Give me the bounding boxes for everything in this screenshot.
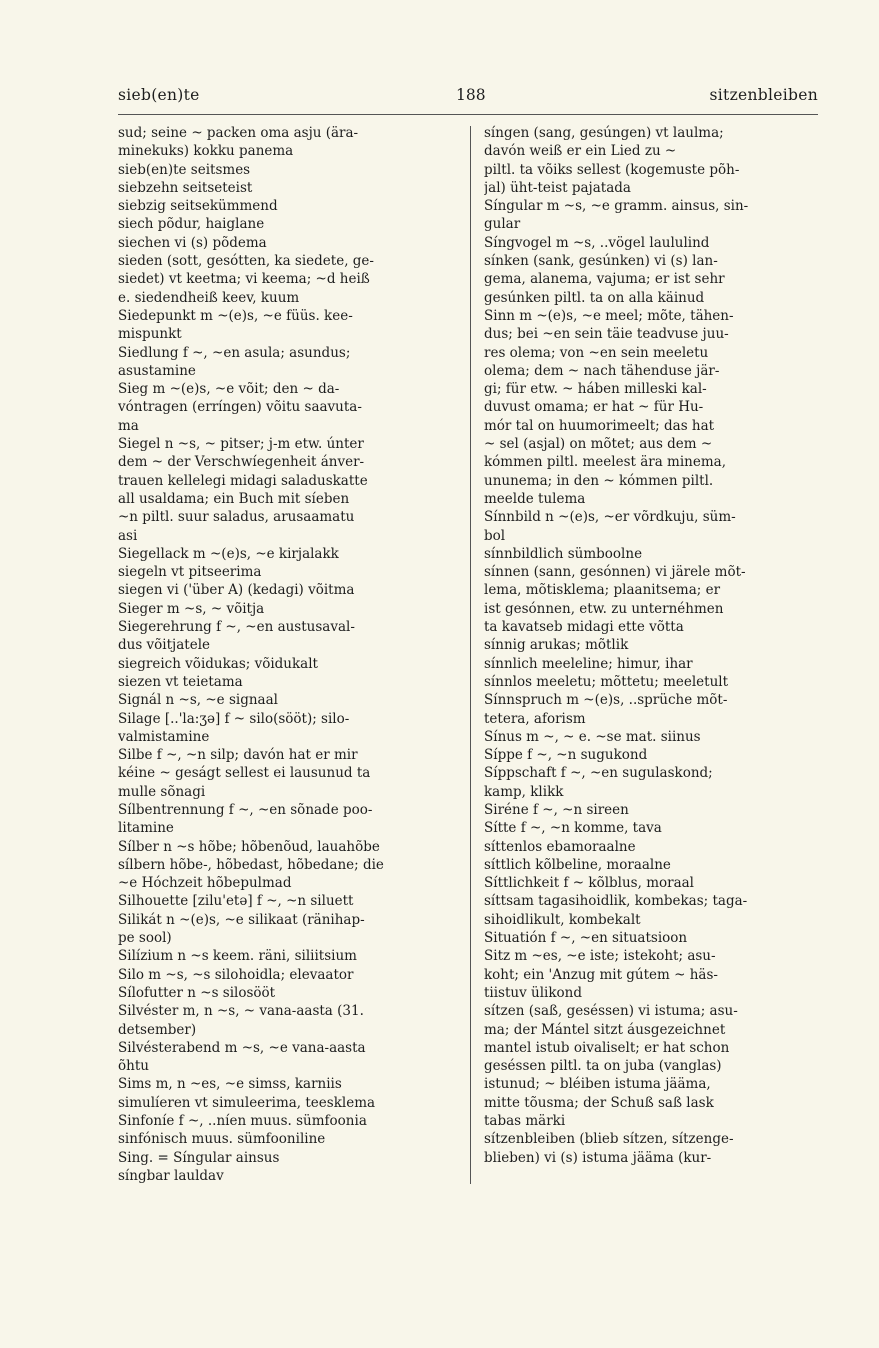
entry-line: siegeln vt pitseerima <box>118 564 262 581</box>
entry-line: meelde tulema <box>484 490 586 507</box>
entry-line: simulíeren vt simuleerima, teesklema <box>118 1094 376 1111</box>
entry-line: mitte tõusma; der Schuß saß lask <box>484 1094 714 1111</box>
entry-line: Síppschaft f ~, ~en sugulaskond; <box>484 765 713 782</box>
entry-line: Síppe f ~, ~n sugukond <box>484 747 648 764</box>
entry-line: kéine ~ geságt sellest ei lausunud ta <box>118 765 371 782</box>
running-header <box>118 84 818 115</box>
entry-line: ~e Hóchzeit hõbepulmad <box>118 875 292 892</box>
entry-line: Sínnspruch m ~(e)s, ..sprüche mõt- <box>484 692 728 709</box>
entry-line: Sílbentrennung f ~, ~en sõnade poo- <box>118 801 373 818</box>
entry-line: lema, mõtisklema; plaanitsema; er <box>484 582 721 599</box>
entry-line: siegreich võidukas; võidukalt <box>118 655 318 672</box>
entry-line: mantel istub oivaliselt; er hat schon <box>484 1039 730 1056</box>
left-column <box>118 124 458 1185</box>
entry-line: sínnen (sann, gesónnen) vi järele mõt- <box>484 564 746 581</box>
entry-line: Sínnbild n ~(e)s, ~er võrdkuju, süm- <box>484 509 736 526</box>
entry-line: all usaldama; ein Buch mit síeben <box>118 490 350 507</box>
entry-line: Siedepunkt m ~(e)s, ~e füüs. kee- <box>118 307 353 324</box>
entry-line: Sítte f ~, ~n komme, tava <box>484 820 662 837</box>
entry-line: tabas märki <box>484 1113 566 1130</box>
entry-line: e. siedendheiß keev, kuum <box>118 289 300 306</box>
entry-line: sieb(en)te seitsmes <box>118 161 251 178</box>
entry-line: duvust omama; er hat ~ für Hu- <box>484 399 704 416</box>
entry-line: Silo m ~s, ~s silohoidla; elevaator <box>118 966 354 983</box>
entry-line: Silhouette [zilu'etə] f ~, ~n siluett <box>118 893 354 910</box>
entry-line: detsember) <box>118 1021 197 1038</box>
entry-line: ~ sel (asjal) on mõtet; aus dem ~ <box>484 436 713 453</box>
entry-line: Silikát n ~(e)s, ~e silikaat (ränihap- <box>118 911 365 928</box>
entry-line: síngbar lauldav <box>118 1167 224 1184</box>
entry-line: Silage [..'la:ʒə] f ~ silo(sööt); silo- <box>118 710 350 727</box>
entry-line: Signál n ~s, ~e signaal <box>118 692 278 709</box>
entry-line: siedet) vt keetma; vi keema; ~d heiß <box>118 271 370 288</box>
entry-line: olema; dem ~ nach tähenduse jär- <box>484 362 720 379</box>
entry-line: kamp, klikk <box>484 783 564 800</box>
entry-line: sínken (sank, gesúnken) vi (s) lan- <box>484 253 718 270</box>
entry-line: litamine <box>118 820 174 837</box>
entry-line: dus võitjatele <box>118 637 211 654</box>
entry-line: Sieger m ~s, ~ võitja <box>118 600 265 617</box>
entry-line: Sílber n ~s hõbe; hõbenõud, lauahõbe <box>118 838 380 855</box>
entry-line: Situatión f ~, ~en situatsioon <box>484 930 688 947</box>
entry-line: Silvéster m, n ~s, ~ vana-aasta (31. <box>118 1003 364 1020</box>
entry-line: gema, alanema, vajuma; er ist sehr <box>484 271 725 288</box>
entry-line: ununema; in den ~ kómmen piltl. <box>484 472 714 489</box>
entry-line: Silbe f ~, ~n silp; davón hat er mir <box>118 747 358 764</box>
entry-line: sieden (sott, gesótten, ka siedete, ge- <box>118 253 374 270</box>
entry-line: Siegerehrung f ~, ~en austusaval- <box>118 619 355 636</box>
entry-line: blieben) vi (s) istuma jääma (kur- <box>484 1149 712 1166</box>
entry-line: ma <box>118 417 139 434</box>
entry-line: jal) üht-teist pajatada <box>484 179 631 196</box>
entry-line: tetera, aforism <box>484 710 586 727</box>
entry-line: siebzig seitsekümmend <box>118 198 278 215</box>
entry-line: Silízium n ~s keem. räni, siliitsium <box>118 948 357 965</box>
entry-line: Sieg m ~(e)s, ~e võit; den ~ da- <box>118 381 340 398</box>
entry-line: vóntragen (erríngen) võitu saavuta- <box>118 399 362 416</box>
entry-line: Siréne f ~, ~n sireen <box>484 801 629 818</box>
entry-line: ist gesónnen, etw. zu unternéhmen <box>484 600 724 617</box>
entry-line: Sínus m ~, ~ e. ~se mat. siinus <box>484 728 701 745</box>
entry-line: Siedlung f ~, ~en asula; asundus; <box>118 344 351 361</box>
entry-line: dem ~ der Verschwíegenheit ánver- <box>118 454 365 471</box>
entry-line: koht; ein 'Anzug mit gútem ~ häs- <box>484 966 718 983</box>
entry-line: siebzehn seitseteist <box>118 179 253 196</box>
entry-line: ~n piltl. suur saladus, arusaamatu <box>118 509 355 526</box>
entry-line: siezen vt teietama <box>118 673 243 690</box>
entry-line: minekuks) kokku panema <box>118 143 294 160</box>
entry-line: Silvésterabend m ~s, ~e vana-aasta <box>118 1039 366 1056</box>
entry-line: asustamine <box>118 362 196 379</box>
entry-line: sítzenbleiben (blieb sítzen, sítzenge- <box>484 1131 734 1148</box>
entry-line: gi; für etw. ~ háben milleski kal- <box>484 381 707 398</box>
entry-line: pe sool) <box>118 930 172 947</box>
entry-line: Sitz m ~es, ~e iste; istekoht; asu- <box>484 948 716 965</box>
entry-line: dus; bei ~en sein täie teadvuse juu- <box>484 326 729 343</box>
entry-line: Síngular m ~s, ~e gramm. ainsus, sin- <box>484 198 749 215</box>
entry-line: Síngvogel m ~s, ..vögel laululind <box>484 234 710 251</box>
entry-line: mispunkt <box>118 326 182 343</box>
entry-line: õhtu <box>118 1058 149 1075</box>
entry-line: valmistamine <box>118 728 210 745</box>
entry-line: síttsam tagasihoidlik, kombekas; taga- <box>484 893 748 910</box>
entry-line: tiistuv ülikond <box>484 984 583 1001</box>
entry-line: sihoidlikult, kombekalt <box>484 911 641 928</box>
entry-line: Síttlichkeit f ~ kõlblus, moraal <box>484 875 694 892</box>
entry-line: Siegellack m ~(e)s, ~e kirjalakk <box>118 545 339 562</box>
entry-line: sinfónisch muus. sümfooniline <box>118 1131 326 1148</box>
entry-line: siech põdur, haiglane <box>118 216 265 233</box>
entry-line: sílbern hõbe-, hõbedast, hõbedane; die <box>118 856 384 873</box>
column-divider <box>470 126 471 1184</box>
entry-line: sud; seine ~ packen oma asju (ära- <box>118 125 359 141</box>
entry-line: sínnlich meeleline; himur, ihar <box>484 655 693 672</box>
entry-line: sítzen (saß, geséssen) vi istuma; asu- <box>484 1003 738 1020</box>
entry-line: kómmen piltl. meelest ära minema, <box>484 454 727 471</box>
right-guide-word: sitzenbleiben <box>709 86 818 104</box>
entry-line: siechen vi (s) põdema <box>118 234 267 251</box>
entry-line: siegen vi ('über A) (kedagi) võitma <box>118 582 355 599</box>
entry-line: mulle sõnagi <box>118 783 206 800</box>
entry-line: res olema; von ~en sein meeletu <box>484 344 709 361</box>
entry-line: ma; der Mántel sitzt áusgezeichnet <box>484 1021 726 1038</box>
entry-line: istunud; ~ bléiben istuma jääma, <box>484 1076 711 1093</box>
entry-line: sínnig arukas; mõtlik <box>484 637 629 654</box>
entry-line: Siegel n ~s, ~ pitser; j-m etw. únter <box>118 436 364 453</box>
entry-line: Sims m, n ~es, ~e simss, karniis <box>118 1076 342 1093</box>
entry-line: davón weiß er ein Lied zu ~ <box>484 143 677 160</box>
entry-line: Sílofutter n ~s silosööt <box>118 984 276 1001</box>
entry-line: trauen kellelegi midagi saladuskatte <box>118 472 368 489</box>
entry-line: bol <box>484 527 506 544</box>
entry-line: síttlich kõlbeline, moraalne <box>484 856 671 873</box>
entry-line: geséssen piltl. ta on juba (vanglas) <box>484 1058 722 1075</box>
entry-line: asi <box>118 527 138 544</box>
entry-line: Sing. = Síngular ainsus <box>118 1149 280 1166</box>
entry-line: ta kavatseb midagi ette võtta <box>484 619 684 636</box>
entry-line: Sinn m ~(e)s, ~e meel; mõte, tähen- <box>484 307 734 324</box>
entry-line: sínnbildlich sümboolne <box>484 545 643 562</box>
entry-line: piltl. ta võiks sellest (kogemuste põh- <box>484 161 740 178</box>
entry-line: mór tal on huumorimeelt; das hat <box>484 417 715 434</box>
entry-line: gesúnken piltl. ta on alla käinud <box>484 289 705 306</box>
entry-line: gular <box>484 216 521 233</box>
page-number: 188 <box>456 86 486 104</box>
right-column <box>484 124 820 1167</box>
entry-line: síttenlos ebamoraalne <box>484 838 636 855</box>
left-guide-word: sieb(en)te <box>118 86 200 104</box>
entry-line: síngen (sang, gesúngen) vt laulma; <box>484 125 724 141</box>
entry-line: Sinfoníe f ~, ..níen muus. sümfoonia <box>118 1113 367 1130</box>
entry-line: sínnlos meeletu; mõttetu; meeletult <box>484 673 729 690</box>
